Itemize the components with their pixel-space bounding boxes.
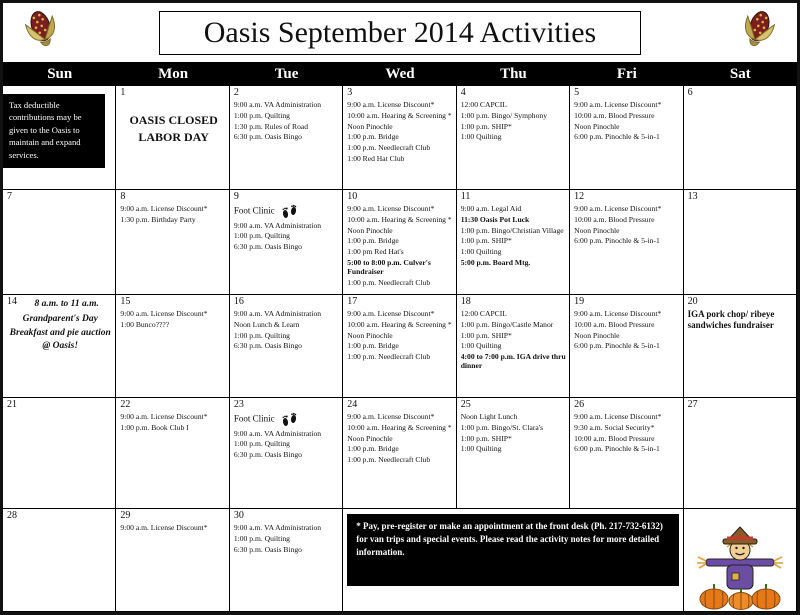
day-cell-20 [684, 295, 797, 398]
event-text: 9:00 a.m. License Discount* [574, 204, 662, 213]
event-text: 1:00 Quilting [460, 341, 502, 351]
day-header-mon: Mon [158, 65, 189, 82]
day-number: 30 [233, 510, 244, 521]
event-text: 1:00 p.m. SHIP* [460, 121, 512, 131]
day-number: 12 [574, 191, 585, 202]
tax-deductible-note-text: Tax deductible contributions may be given to the Oasis to maintain and expand services. [3, 94, 105, 168]
event-text: 1:00 p.m. SHIP* [460, 330, 512, 340]
event-text: 1:00 p.m. Bingo/Castle Manor [460, 319, 554, 329]
labor-day-cell [116, 86, 229, 190]
day-cell-3 [343, 86, 456, 190]
day-header-wed: Wed [385, 65, 415, 82]
day-cell-23 [230, 398, 343, 509]
event-text: IGA pork chop/ ribeye sandwiches fundraiser [687, 309, 775, 330]
page-title: Oasis September 2014 Activities [159, 11, 641, 55]
day-number: 5 [574, 87, 580, 98]
day-number: 15 [120, 296, 131, 307]
event-text: 1:00 p.m. Quilting [233, 110, 290, 120]
footprints-icon [281, 412, 298, 427]
day-number: 13 [687, 191, 698, 202]
day-number: 21 [7, 399, 17, 410]
event-text: 10:00 a.m. Blood Pressure [574, 110, 655, 120]
event-text: 10:00 a.m. Blood Pressure [574, 319, 655, 329]
event-text: 10:00 a.m. Hearing & Screening * [347, 214, 452, 224]
event-text: 9:30 a.m. Social Security* [574, 422, 655, 432]
day-cell-7 [3, 190, 116, 295]
title-row [3, 3, 797, 62]
day-number: 17 [347, 296, 358, 307]
event-text: 10:00 a.m. Hearing & Screening * [347, 422, 452, 432]
event-text: 9:00 a.m. Legal Aid [460, 204, 522, 213]
event-text: 1:00 pm Red Hat's [347, 247, 404, 256]
day-header-sat: Sat [729, 65, 751, 82]
day-cell-15 [116, 295, 229, 398]
event-text: 9:00 a.m. VA Administration [233, 428, 322, 438]
event-text: 9:00 a.m. License Discount* [574, 100, 662, 109]
day-cell-22 [116, 398, 229, 509]
day-number: 29 [120, 510, 131, 521]
day-header-fri: Fri [616, 65, 637, 82]
event-text: 1:00 Red Hat Club [347, 153, 405, 163]
event-text: Noon Lunch & Learn [233, 319, 300, 329]
event-text: LABOR DAY [138, 130, 209, 145]
day-header-thu: Thu [500, 65, 527, 82]
event-text: Grandparent's Day Breakfast and pie auction @ Oasis! [9, 313, 111, 352]
event-text: Noon Pinochle [347, 433, 393, 443]
event-text: 1:00 Quilting [460, 132, 502, 142]
event-text: 9:00 a.m. VA Administration [233, 100, 322, 109]
event-text: 9:00 a.m. License Discount* [347, 100, 435, 109]
event-text: 1:30 p.m. Rules of Road [233, 121, 309, 131]
event-text: 9:00 a.m. License Discount* [120, 309, 208, 318]
day-cell-9 [230, 190, 343, 295]
event-text: 5:00 p.m. Board Mtg. [460, 257, 531, 267]
day-cell-11 [457, 190, 570, 295]
registration-note [343, 509, 683, 612]
day-cell-8 [116, 190, 229, 295]
event-text: Noon Pinochle [347, 225, 393, 235]
day-cell-17 [343, 295, 456, 398]
event-text: 1:00 p.m. SHIP* [460, 433, 512, 443]
event-text: 1:00 p.m. Quilting [233, 330, 290, 340]
event-text: 1:00 p.m. Bridge [347, 132, 399, 142]
event-text: 6:00 p.m. Pinochle & 5-in-1 [574, 236, 660, 246]
event-text: 10:00 a.m. Hearing & Screening * [347, 110, 452, 120]
event-text: Foot Clinic [234, 204, 340, 219]
day-cell-24 [343, 398, 456, 509]
event-text: Noon Pinochle [574, 225, 620, 235]
corn-icon-left [15, 6, 69, 59]
event-text: 5:00 to 8:00 p.m. Culver's Fundraiser [347, 257, 431, 276]
day-number: 19 [574, 296, 585, 307]
day-cell-19 [570, 295, 683, 398]
scarecrow-icon [694, 523, 786, 611]
day-cell-27 [684, 398, 797, 509]
event-text: 1:00 p.m. Quilting [233, 533, 290, 543]
event-text: 9:00 a.m. License Discount* [120, 412, 208, 421]
event-text: 1:30 p.m. Birthday Party [120, 214, 196, 224]
day-number: 24 [347, 399, 358, 410]
event-text: 1:00 p.m. Needlecraft Club [347, 352, 431, 361]
day-cell-6 [684, 86, 797, 190]
event-text: 9:00 a.m. License Discount* [574, 309, 662, 318]
calendar-grid [3, 86, 797, 612]
day-cell-16 [230, 295, 343, 398]
event-text: 1:00 p.m. Bridge [347, 444, 399, 454]
event-text: 9:00 a.m. License Discount* [347, 412, 435, 421]
day-cell-10 [343, 190, 456, 295]
day-cell-21 [3, 398, 116, 509]
event-text: 1:00 Quilting [460, 247, 502, 256]
day-header-row [3, 62, 797, 86]
event-text: 8 a.m. to 11 a.m. [34, 298, 99, 309]
event-text: 10:00 a.m. Blood Pressure [574, 214, 655, 224]
day-cell-29 [116, 509, 229, 612]
event-text: 1:00 p.m. Book Club I [120, 422, 189, 432]
day-number: 11 [460, 191, 471, 202]
day-cell-30 [230, 509, 343, 612]
day-cell-18 [457, 295, 570, 398]
day-number: 9 [233, 191, 239, 202]
day-number: 28 [7, 510, 17, 521]
day-cell-2 [230, 86, 343, 190]
day-cell-5 [570, 86, 683, 190]
event-text: 9:00 a.m. VA Administration [233, 523, 322, 532]
event-text: Noon Pinochle [347, 330, 393, 340]
day-number: 8 [120, 191, 126, 202]
event-text: 1:00 p.m. Quilting [233, 231, 290, 241]
event-text: 10:00 a.m. Blood Pressure [574, 433, 655, 443]
registration-note-text: * Pay, pre-register or make an appointment at the front desk (Ph. 217-732-6132) for van trips and special events. Please read the activity notes for more detailed information. [347, 514, 678, 586]
event-text: 1:00 p.m. Bingo/St. Clara's [460, 422, 544, 432]
event-text: Noon Pinochle [347, 121, 393, 131]
event-text: 6:00 p.m. Pinochle & 5-in-1 [574, 341, 660, 351]
day-number: 26 [574, 399, 585, 410]
event-text: 9:00 a.m. License Discount* [347, 309, 435, 318]
day-number: 20 [687, 296, 698, 307]
day-number: 7 [7, 191, 12, 202]
event-text: 1:00 Quilting [460, 444, 502, 454]
day-cell-12 [570, 190, 683, 295]
day-header-tue: Tue [274, 65, 299, 82]
day-cell-13 [684, 190, 797, 295]
event-text: 1:00 Bunco???? [120, 319, 170, 329]
corn-icon-right [731, 6, 785, 59]
event-text: 11:30 Oasis Pot Luck [460, 214, 530, 224]
event-text: 9:00 a.m. VA Administration [233, 309, 322, 318]
day-cell-4 [457, 86, 570, 190]
event-text: OASIS CLOSED [129, 112, 218, 127]
event-text: 1:00 p.m. Bingo/ Symphony [460, 110, 547, 120]
day-number: 1 [120, 87, 126, 98]
event-text: 6:00 p.m. Pinochle & 5-in-1 [574, 444, 660, 454]
event-text: 1:00 p.m. Bridge [347, 341, 399, 351]
day-number: 14 [7, 296, 17, 307]
event-text: 6:30 p.m. Oasis Bingo [233, 242, 302, 251]
day-number: 25 [460, 399, 471, 410]
event-text: 9:00 a.m. License Discount* [120, 204, 208, 213]
day-number: 3 [347, 87, 353, 98]
event-text: 1:00 p.m. Needlecraft Club [347, 455, 431, 464]
event-text: 9:00 a.m. VA Administration [233, 220, 322, 230]
day-cell-28 [3, 509, 116, 612]
day-cell-26 [570, 398, 683, 509]
event-text: 6:30 p.m. Oasis Bingo [233, 450, 302, 459]
event-text: 12:00 CAPCIL [460, 100, 507, 109]
event-text: 6:30 p.m. Oasis Bingo [233, 544, 302, 554]
day-number: 10 [347, 191, 358, 202]
event-text: 9:00 a.m. License Discount* [347, 204, 435, 213]
event-text: 1:00 p.m. SHIP* [460, 236, 512, 246]
event-text: 1:00 p.m. Needlecraft Club [347, 277, 431, 287]
event-text: 6:30 p.m. Oasis Bingo [233, 132, 302, 142]
day-number: 2 [233, 87, 239, 98]
event-text: 12:00 CAPCIL [460, 309, 507, 318]
event-text: Noon Light Lunch [460, 412, 518, 421]
day-cell-25 [457, 398, 570, 509]
event-text: 9:00 a.m. License Discount* [574, 412, 662, 421]
day-number: 22 [120, 399, 131, 410]
event-text: 1:00 p.m. Quilting [233, 439, 290, 449]
grandparents-day-cell [3, 295, 116, 398]
event-text: 6:00 p.m. Pinochle & 5-in-1 [574, 132, 660, 142]
event-text: Foot Clinic [234, 412, 340, 427]
day-number: 16 [233, 296, 244, 307]
event-text: 10:00 a.m. Hearing & Screening * [347, 319, 452, 329]
event-text: Noon Pinochle [574, 330, 620, 340]
event-text: 6:30 p.m. Oasis Bingo [233, 341, 302, 351]
day-header-sun: Sun [47, 65, 73, 82]
day-number: 18 [460, 296, 471, 307]
event-text: 9:00 a.m. License Discount* [120, 523, 208, 532]
scarecrow-cell [684, 509, 797, 612]
event-text: 1:00 p.m. Bridge [347, 236, 399, 246]
tax-deductible-note [3, 86, 116, 190]
event-text: Noon Pinochle [574, 121, 620, 131]
day-number: 6 [687, 87, 693, 98]
event-text: 1:00 p.m. Needlecraft Club [347, 143, 431, 152]
day-number: 23 [233, 399, 244, 410]
event-text: 1:00 p.m. Bingo/Christian Village [460, 225, 564, 235]
footprints-icon [281, 204, 298, 219]
day-number: 4 [460, 87, 466, 98]
day-number: 27 [687, 399, 698, 410]
event-text: 4:00 to 7:00 p.m. IGA drive thru dinner [460, 352, 566, 371]
